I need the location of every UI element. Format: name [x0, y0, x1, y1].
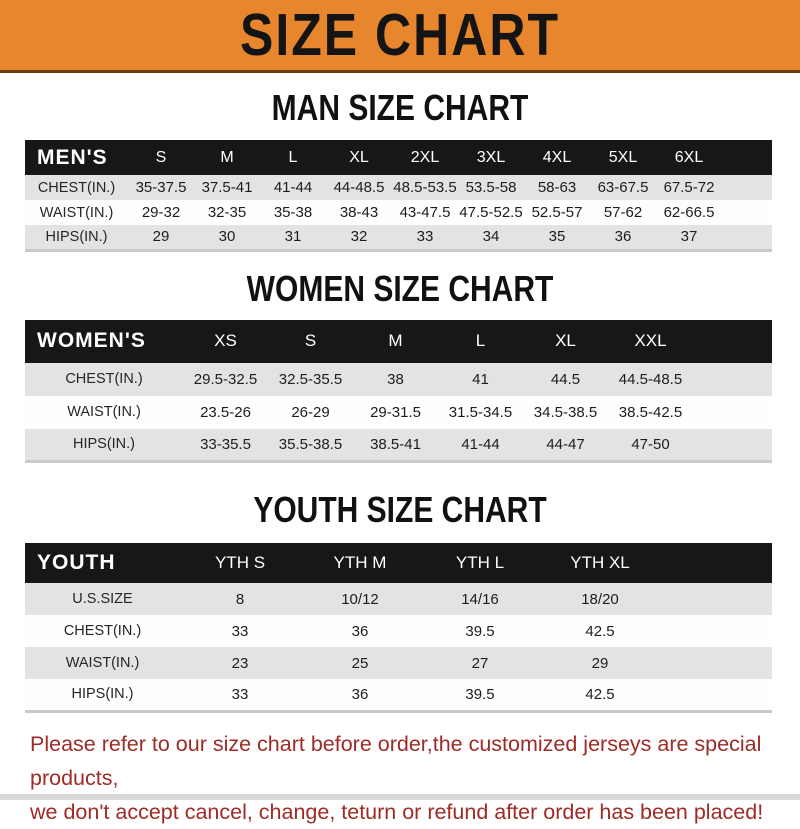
size-value-cell: 37 — [680, 228, 698, 246]
size-value-cell: 36 — [351, 622, 369, 640]
size-value-cell: 52.5-57 — [531, 204, 583, 221]
spacer-cell — [660, 647, 772, 679]
size-value-cell: 29-31.5 — [370, 403, 421, 421]
women-table-header-row — [25, 320, 772, 363]
size-chart-banner — [0, 0, 800, 73]
size-value-cell: 31 — [284, 228, 302, 246]
men-table-header-row — [25, 140, 772, 175]
size-value-cell: 42.5 — [585, 685, 615, 703]
women-table-title: WOMEN'S — [37, 329, 146, 352]
youth-col-header: YTH M — [333, 553, 387, 572]
row-label: U.S.SIZE — [72, 591, 133, 607]
women-col-header: XXL — [634, 331, 667, 350]
size-value-cell: 38 — [387, 370, 404, 388]
size-value-cell: 62-66.5 — [663, 204, 715, 221]
men-col-header: M — [220, 148, 234, 166]
size-value-cell: 29 — [591, 654, 609, 672]
women-size-table — [25, 320, 772, 464]
men-col-header: L — [288, 148, 298, 166]
spacer-cell — [660, 679, 772, 711]
men-col-header: 4XL — [542, 148, 572, 166]
size-value-cell: 33 — [231, 622, 249, 640]
men-size-table — [25, 140, 772, 252]
size-value-cell: 43-47.5 — [399, 204, 451, 221]
size-value-cell: 23.5-26 — [200, 403, 251, 421]
women-section-heading — [0, 269, 800, 309]
youth-section-heading — [0, 490, 800, 531]
size-value-cell: 34.5-38.5 — [533, 403, 598, 421]
men-col-header: 5XL — [608, 148, 638, 166]
size-value-cell: 41 — [472, 370, 489, 388]
women-chest-row — [25, 363, 772, 396]
spacer-cell — [660, 583, 772, 615]
men-waist-row — [25, 200, 772, 225]
men-col-header: S — [155, 148, 167, 166]
size-value-cell: 32-35 — [207, 204, 247, 221]
size-value-cell: 37.5-41 — [201, 179, 253, 196]
size-value-cell: 67.5-72 — [663, 179, 715, 196]
men-hips-row — [25, 225, 772, 250]
youth-size-table — [25, 543, 772, 713]
youth-waist-row — [25, 647, 772, 679]
size-value-cell: 57-62 — [603, 204, 643, 221]
men-chest-row — [25, 175, 772, 200]
row-label: CHEST(IN.) — [63, 623, 142, 639]
women-col-header: XS — [214, 331, 237, 350]
size-value-cell: 39.5 — [465, 685, 495, 703]
spacer-cell — [693, 429, 772, 462]
size-value-cell: 35-37.5 — [135, 179, 187, 196]
size-value-cell: 58-63 — [537, 179, 577, 196]
row-label: HIPS(IN.) — [72, 436, 136, 453]
women-heading-text: WOMEN SIZE CHART — [246, 269, 554, 309]
men-col-header: XL — [349, 148, 369, 166]
banner-title: SIZE CHART — [240, 1, 560, 69]
row-label: HIPS(IN.) — [71, 686, 134, 703]
youth-col-header: YTH S — [214, 553, 266, 572]
spacer-cell — [722, 225, 772, 250]
spacer-cell — [693, 320, 772, 363]
size-value-cell: 38.5-42.5 — [618, 403, 683, 421]
size-value-cell: 38-43 — [339, 204, 379, 221]
size-value-cell: 35 — [548, 228, 566, 246]
men-section-heading — [0, 88, 800, 129]
size-value-cell: 39.5 — [465, 622, 495, 640]
footer-line-1: Please refer to our size chart before order,the customized jerseys are special products, — [30, 731, 762, 790]
size-value-cell: 36 — [351, 685, 369, 703]
size-value-cell: 35.5-38.5 — [278, 435, 343, 453]
spacer-cell — [660, 615, 772, 647]
size-value-cell: 29.5-32.5 — [193, 370, 258, 388]
size-value-cell: 14/16 — [461, 590, 499, 608]
size-value-cell: 48.5-53.5 — [393, 179, 457, 196]
size-value-cell: 23 — [231, 654, 249, 672]
size-value-cell: 33-35.5 — [200, 435, 251, 453]
row-label: CHEST(IN.) — [37, 179, 116, 196]
size-value-cell: 41-44 — [461, 435, 500, 453]
youth-ussize-row — [25, 583, 772, 615]
youth-hips-row — [25, 679, 772, 711]
size-value-cell: 41-44 — [273, 179, 313, 196]
women-col-header: L — [475, 331, 486, 350]
spacer-cell — [693, 396, 772, 429]
footer-note — [0, 727, 800, 829]
youth-col-header: YTH L — [455, 553, 505, 572]
spacer-cell — [660, 543, 772, 583]
size-value-cell: 53.5-58 — [465, 179, 517, 196]
size-value-cell: 35-38 — [273, 204, 313, 221]
size-value-cell: 29-32 — [141, 204, 181, 221]
size-value-cell: 30 — [218, 228, 236, 246]
size-value-cell: 33 — [416, 228, 434, 246]
bottom-edge-strip — [0, 794, 800, 800]
size-value-cell: 32.5-35.5 — [278, 370, 343, 388]
women-col-header: XL — [555, 331, 576, 350]
size-value-cell: 25 — [351, 654, 369, 672]
women-waist-row — [25, 396, 772, 429]
size-value-cell: 36 — [614, 228, 632, 246]
size-value-cell: 42.5 — [585, 622, 615, 640]
men-col-header: 2XL — [410, 148, 440, 166]
spacer-cell — [722, 200, 772, 225]
size-value-cell: 27 — [471, 654, 489, 672]
row-label: CHEST(IN.) — [65, 371, 143, 387]
youth-col-header: YTH XL — [570, 553, 630, 572]
row-label: WAIST(IN.) — [65, 655, 140, 671]
size-value-cell: 29 — [152, 228, 170, 246]
spacer-cell — [722, 140, 772, 175]
size-value-cell: 63-67.5 — [597, 179, 649, 196]
size-value-cell: 32 — [350, 228, 368, 246]
size-value-cell: 34 — [482, 228, 500, 246]
men-heading-text: MAN SIZE CHART — [271, 88, 529, 129]
size-value-cell: 44.5-48.5 — [618, 370, 683, 388]
youth-table-title: YOUTH — [37, 551, 116, 574]
men-col-header: 6XL — [674, 148, 704, 166]
size-value-cell: 47.5-52.5 — [459, 204, 523, 221]
row-label: WAIST(IN.) — [39, 204, 114, 221]
spacer-cell — [693, 363, 772, 396]
size-value-cell: 10/12 — [341, 590, 379, 608]
youth-heading-text: YOUTH SIZE CHART — [253, 490, 547, 531]
spacer-cell — [722, 175, 772, 200]
size-value-cell: 38.5-41 — [370, 435, 421, 453]
men-table-title: MEN'S — [37, 145, 108, 169]
size-value-cell: 47-50 — [631, 435, 670, 453]
women-hips-row — [25, 429, 772, 462]
size-value-cell: 8 — [235, 590, 245, 608]
size-value-cell: 44-48.5 — [333, 179, 385, 196]
row-label: HIPS(IN.) — [45, 228, 108, 245]
women-col-header: S — [304, 331, 317, 350]
size-value-cell: 44.5 — [550, 370, 581, 388]
men-col-header: 3XL — [476, 148, 506, 166]
size-value-cell: 44-47 — [546, 435, 585, 453]
size-value-cell: 26-29 — [291, 403, 330, 421]
youth-table-header-row — [25, 543, 772, 583]
footer-line-2: we don't accept cancel, change, teturn or refund after order has been placed! — [30, 799, 764, 824]
women-col-header: M — [388, 331, 403, 350]
size-value-cell: 31.5-34.5 — [448, 403, 513, 421]
row-label: WAIST(IN.) — [67, 404, 141, 420]
youth-chest-row — [25, 615, 772, 647]
size-value-cell: 33 — [231, 685, 249, 703]
size-value-cell: 18/20 — [581, 590, 619, 608]
